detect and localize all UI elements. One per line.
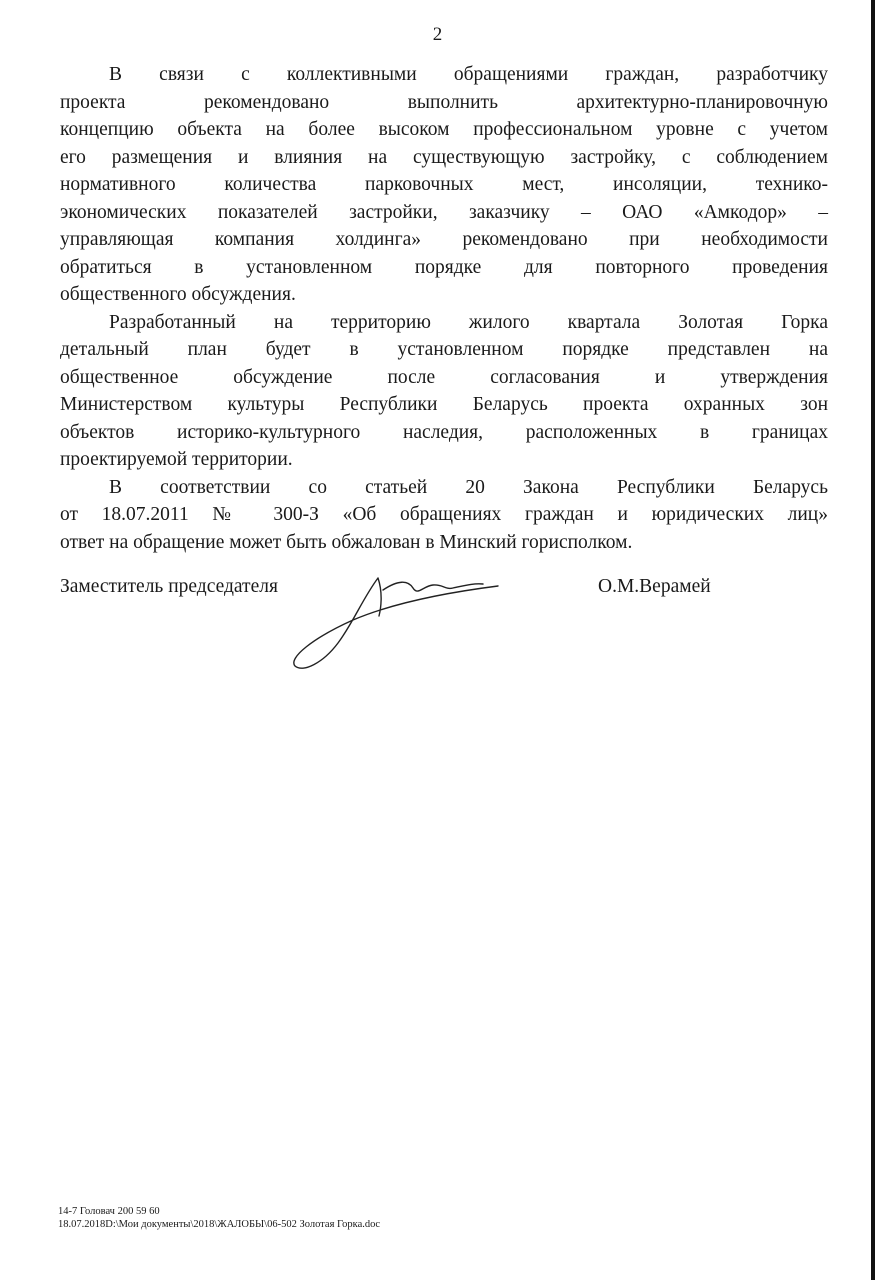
text-line: В соответствии со статьей 20 Закона Республики Беларусь xyxy=(109,476,828,498)
text-line: экономических показателей застройки, заказчику – ОАО «Амкодор» – xyxy=(60,201,828,223)
signatory-name: О.М.Верамей xyxy=(598,576,711,597)
text-line: проектируемой территории. xyxy=(60,449,293,470)
text-line: Министерством культуры Республики Беларусь проекта охранных зон xyxy=(60,394,828,415)
text-line: В связи с коллективными обращениями граждан, разработчику xyxy=(109,64,828,85)
footer xyxy=(58,1205,380,1231)
page-edge xyxy=(871,0,875,1280)
letter-body xyxy=(60,61,828,556)
text-line: управляющая компания холдинга» рекомендовано при необходимости xyxy=(60,229,828,250)
text-line: Разработанный на территорию жилого квартала Золотая Горка xyxy=(109,311,828,333)
page-number: 2 xyxy=(432,24,443,45)
text-line: его размещения и влияния на существующую застройку, с соблюдением xyxy=(60,146,828,168)
text-line: от 18.07.2011 № 300-З «Об обращениях граждан и юридических лиц» xyxy=(60,504,828,525)
text-line: детальный план будет в установленном порядке представлен на xyxy=(60,339,828,360)
text-line: общественное обсуждение после согласования и утверждения xyxy=(60,366,828,388)
handwritten-signature xyxy=(283,568,513,678)
text-line: нормативного количества парковочных мест, инсоляции, технико- xyxy=(60,174,828,195)
text-line: ответ на обращение может быть обжалован в Минский горисполком. xyxy=(60,531,633,553)
text-line: общественного обсуждения. xyxy=(60,284,296,305)
signatory-position: Заместитель председателя xyxy=(60,576,278,597)
text-line: концепцию объекта на более высоком профессиональном уровне с учетом xyxy=(60,119,828,140)
executor-info: 14-7 Головач 200 59 60 xyxy=(58,1206,160,1217)
text-line: обратиться в установленном порядке для повторного проведения xyxy=(60,256,828,278)
text-line: объектов историко-культурного наследия, расположенных в границах xyxy=(60,421,828,443)
text-line: проекта рекомендовано выполнить архитектурно-планировочную xyxy=(60,91,828,113)
file-path: 18.07.2018D:\Мои документы\2018\ЖАЛОБЫ\06-502 Золотая Горка.doc xyxy=(58,1219,381,1230)
